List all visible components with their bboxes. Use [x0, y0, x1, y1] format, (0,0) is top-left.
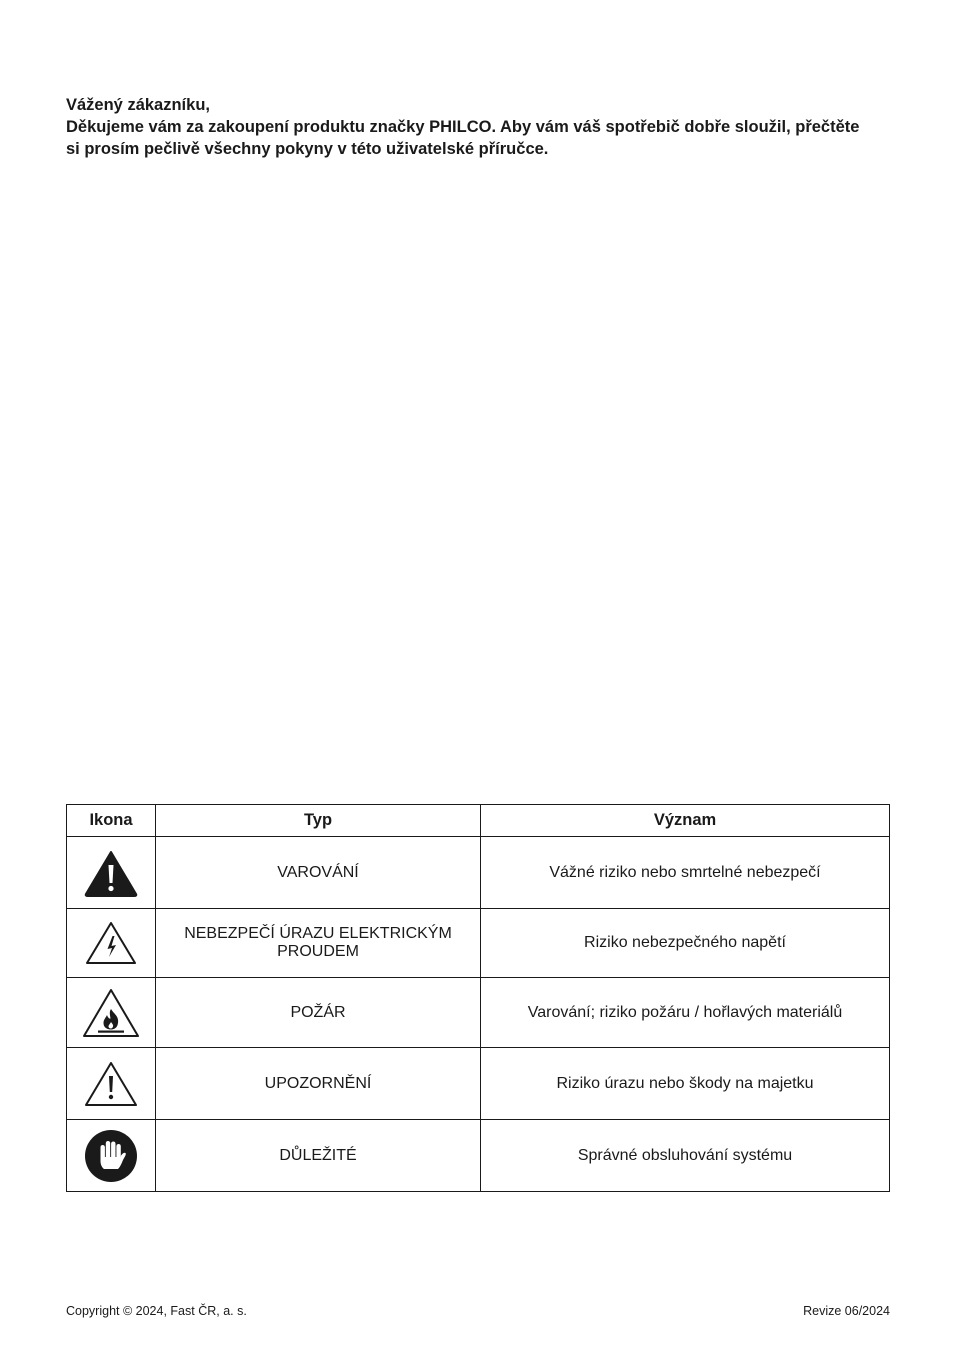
icon-cell — [67, 1120, 156, 1192]
greeting: Vážený zákazníku, — [66, 96, 210, 114]
table-row — [67, 909, 890, 978]
type-line-2: PROUDEM — [277, 943, 359, 960]
hand-stop-icon — [84, 1129, 138, 1183]
table-row — [67, 1048, 890, 1120]
header-meaning: Význam — [481, 805, 890, 837]
table-row — [67, 837, 890, 909]
meaning-cell: Riziko nebezpečného napětí — [481, 909, 890, 978]
caution-outline-icon — [84, 1060, 138, 1108]
meaning-cell: Varování; riziko požáru / hořlavých materiálů — [481, 978, 890, 1048]
table-row — [67, 978, 890, 1048]
type-cell: UPOZORNĚNÍ — [156, 1048, 481, 1120]
type-cell: POŽÁR — [156, 978, 481, 1048]
icon-cell — [67, 978, 156, 1048]
electric-shock-icon — [85, 920, 137, 966]
type-cell: VAROVÁNÍ — [156, 837, 481, 909]
safety-symbols-table — [66, 804, 890, 1192]
table-row — [67, 1120, 890, 1192]
intro-line-1: Děkujeme vám za zakoupení produktu značky PHILCO. Aby vám váš spotřebič dobře sloužil, přečtěte — [66, 118, 860, 136]
header-icon: Ikona — [67, 805, 156, 837]
type-cell — [156, 909, 481, 978]
type-cell: DŮLEŽITÉ — [156, 1120, 481, 1192]
intro-line-2: si prosím pečlivě všechny pokyny v této uživatelské příručce. — [66, 140, 549, 158]
fire-warning-icon — [81, 987, 141, 1039]
meaning-cell: Riziko úrazu nebo škody na majetku — [481, 1048, 890, 1120]
type-line-1: NEBEZPEČÍ ÚRAZU ELEKTRICKÝM — [184, 925, 452, 942]
intro-text — [66, 94, 896, 160]
icon-cell — [67, 1048, 156, 1120]
revision: Revize 06/2024 — [803, 1304, 890, 1318]
warning-solid-icon — [84, 849, 138, 897]
icon-cell — [67, 909, 156, 978]
meaning-cell: Vážné riziko nebo smrtelné nebezpečí — [481, 837, 890, 909]
meaning-cell: Správné obsluhování systému — [481, 1120, 890, 1192]
header-type: Typ — [156, 805, 481, 837]
copyright: Copyright © 2024, Fast ČR, a. s. — [66, 1304, 247, 1318]
table-header-row — [67, 805, 890, 837]
icon-cell — [67, 837, 156, 909]
